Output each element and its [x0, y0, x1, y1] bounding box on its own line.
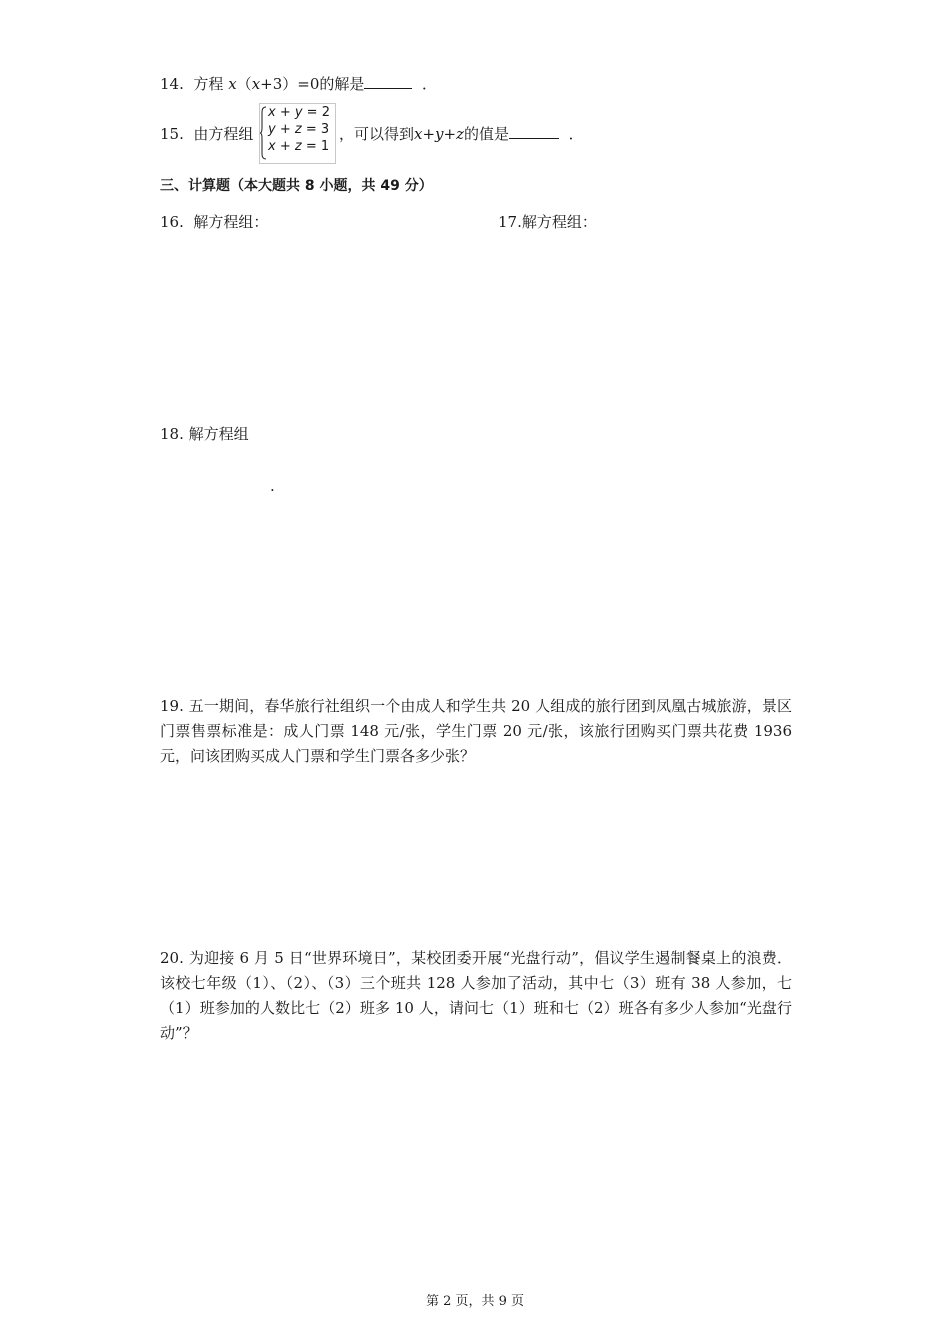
- question-20: 20. 为迎接 6 月 5 日“世界环境日”，某校团委开展“光盘行动”，倡议学生遏制餐桌上的浪费．该校七年级（1）、（2）、（3）三个班共 128 人参加了活动，其中七（3）班有 38 人参加，七（1）班参加的人数比七（2）班多 10 人，请问七（1）班和七（2）班各有多少人参加“光盘行动”？: [160, 949, 792, 1042]
- equation-row: x + z = 1: [268, 139, 330, 154]
- question-number: 15.: [160, 125, 184, 143]
- question-16: [160, 212, 268, 232]
- equation-row: y + z = 3: [268, 122, 330, 137]
- question-text: 17.解方程组：: [498, 213, 597, 231]
- question-17: [498, 212, 597, 232]
- question-text: +3）=0的解是: [260, 75, 365, 93]
- question-text: 方程: [193, 75, 224, 93]
- page-footer: 第 2 页，共 9 页: [425, 1294, 525, 1309]
- variable-x: x: [251, 75, 261, 93]
- question-text: ，可以得到: [339, 125, 415, 143]
- question-19: 19. 五一期间，春华旅行社组织一个由成人和学生共 20 人组成的旅行团到凤凰古城旅游，景区门票售票标准是：成人门票 148 元/张，学生门票 20 元/张，该旅行团购买门票共花费 1936 元，问该团购买成人门票和学生门票各多少张？: [160, 697, 792, 765]
- variable-x: x: [228, 75, 237, 93]
- answer-blank[interactable]: [364, 74, 412, 89]
- question-18: [160, 424, 249, 444]
- answer-blank[interactable]: [509, 124, 559, 139]
- period: ．: [568, 125, 584, 143]
- sum-expression: x+y+z: [414, 125, 464, 143]
- period: ．: [421, 75, 437, 93]
- question-15-tail: [339, 124, 584, 144]
- question-number: 14.: [160, 75, 184, 93]
- question-text: 18. 解方程组: [160, 425, 249, 443]
- section-heading: 三、计算题（本大题共 8 小题，共 49 分）: [160, 178, 433, 194]
- question-number: 16.: [160, 213, 184, 231]
- question-text: 的值是: [464, 125, 510, 143]
- trailing-period: .: [270, 477, 275, 495]
- question-15: [160, 124, 253, 144]
- question-14: [160, 74, 437, 94]
- question-text: 由方程组: [193, 125, 254, 143]
- paren: （: [236, 75, 252, 93]
- question-text: 解方程组：: [193, 213, 269, 231]
- equation-system-image: [259, 103, 336, 163]
- left-brace-icon: [260, 106, 267, 160]
- equation-row: x + y = 2: [268, 105, 330, 120]
